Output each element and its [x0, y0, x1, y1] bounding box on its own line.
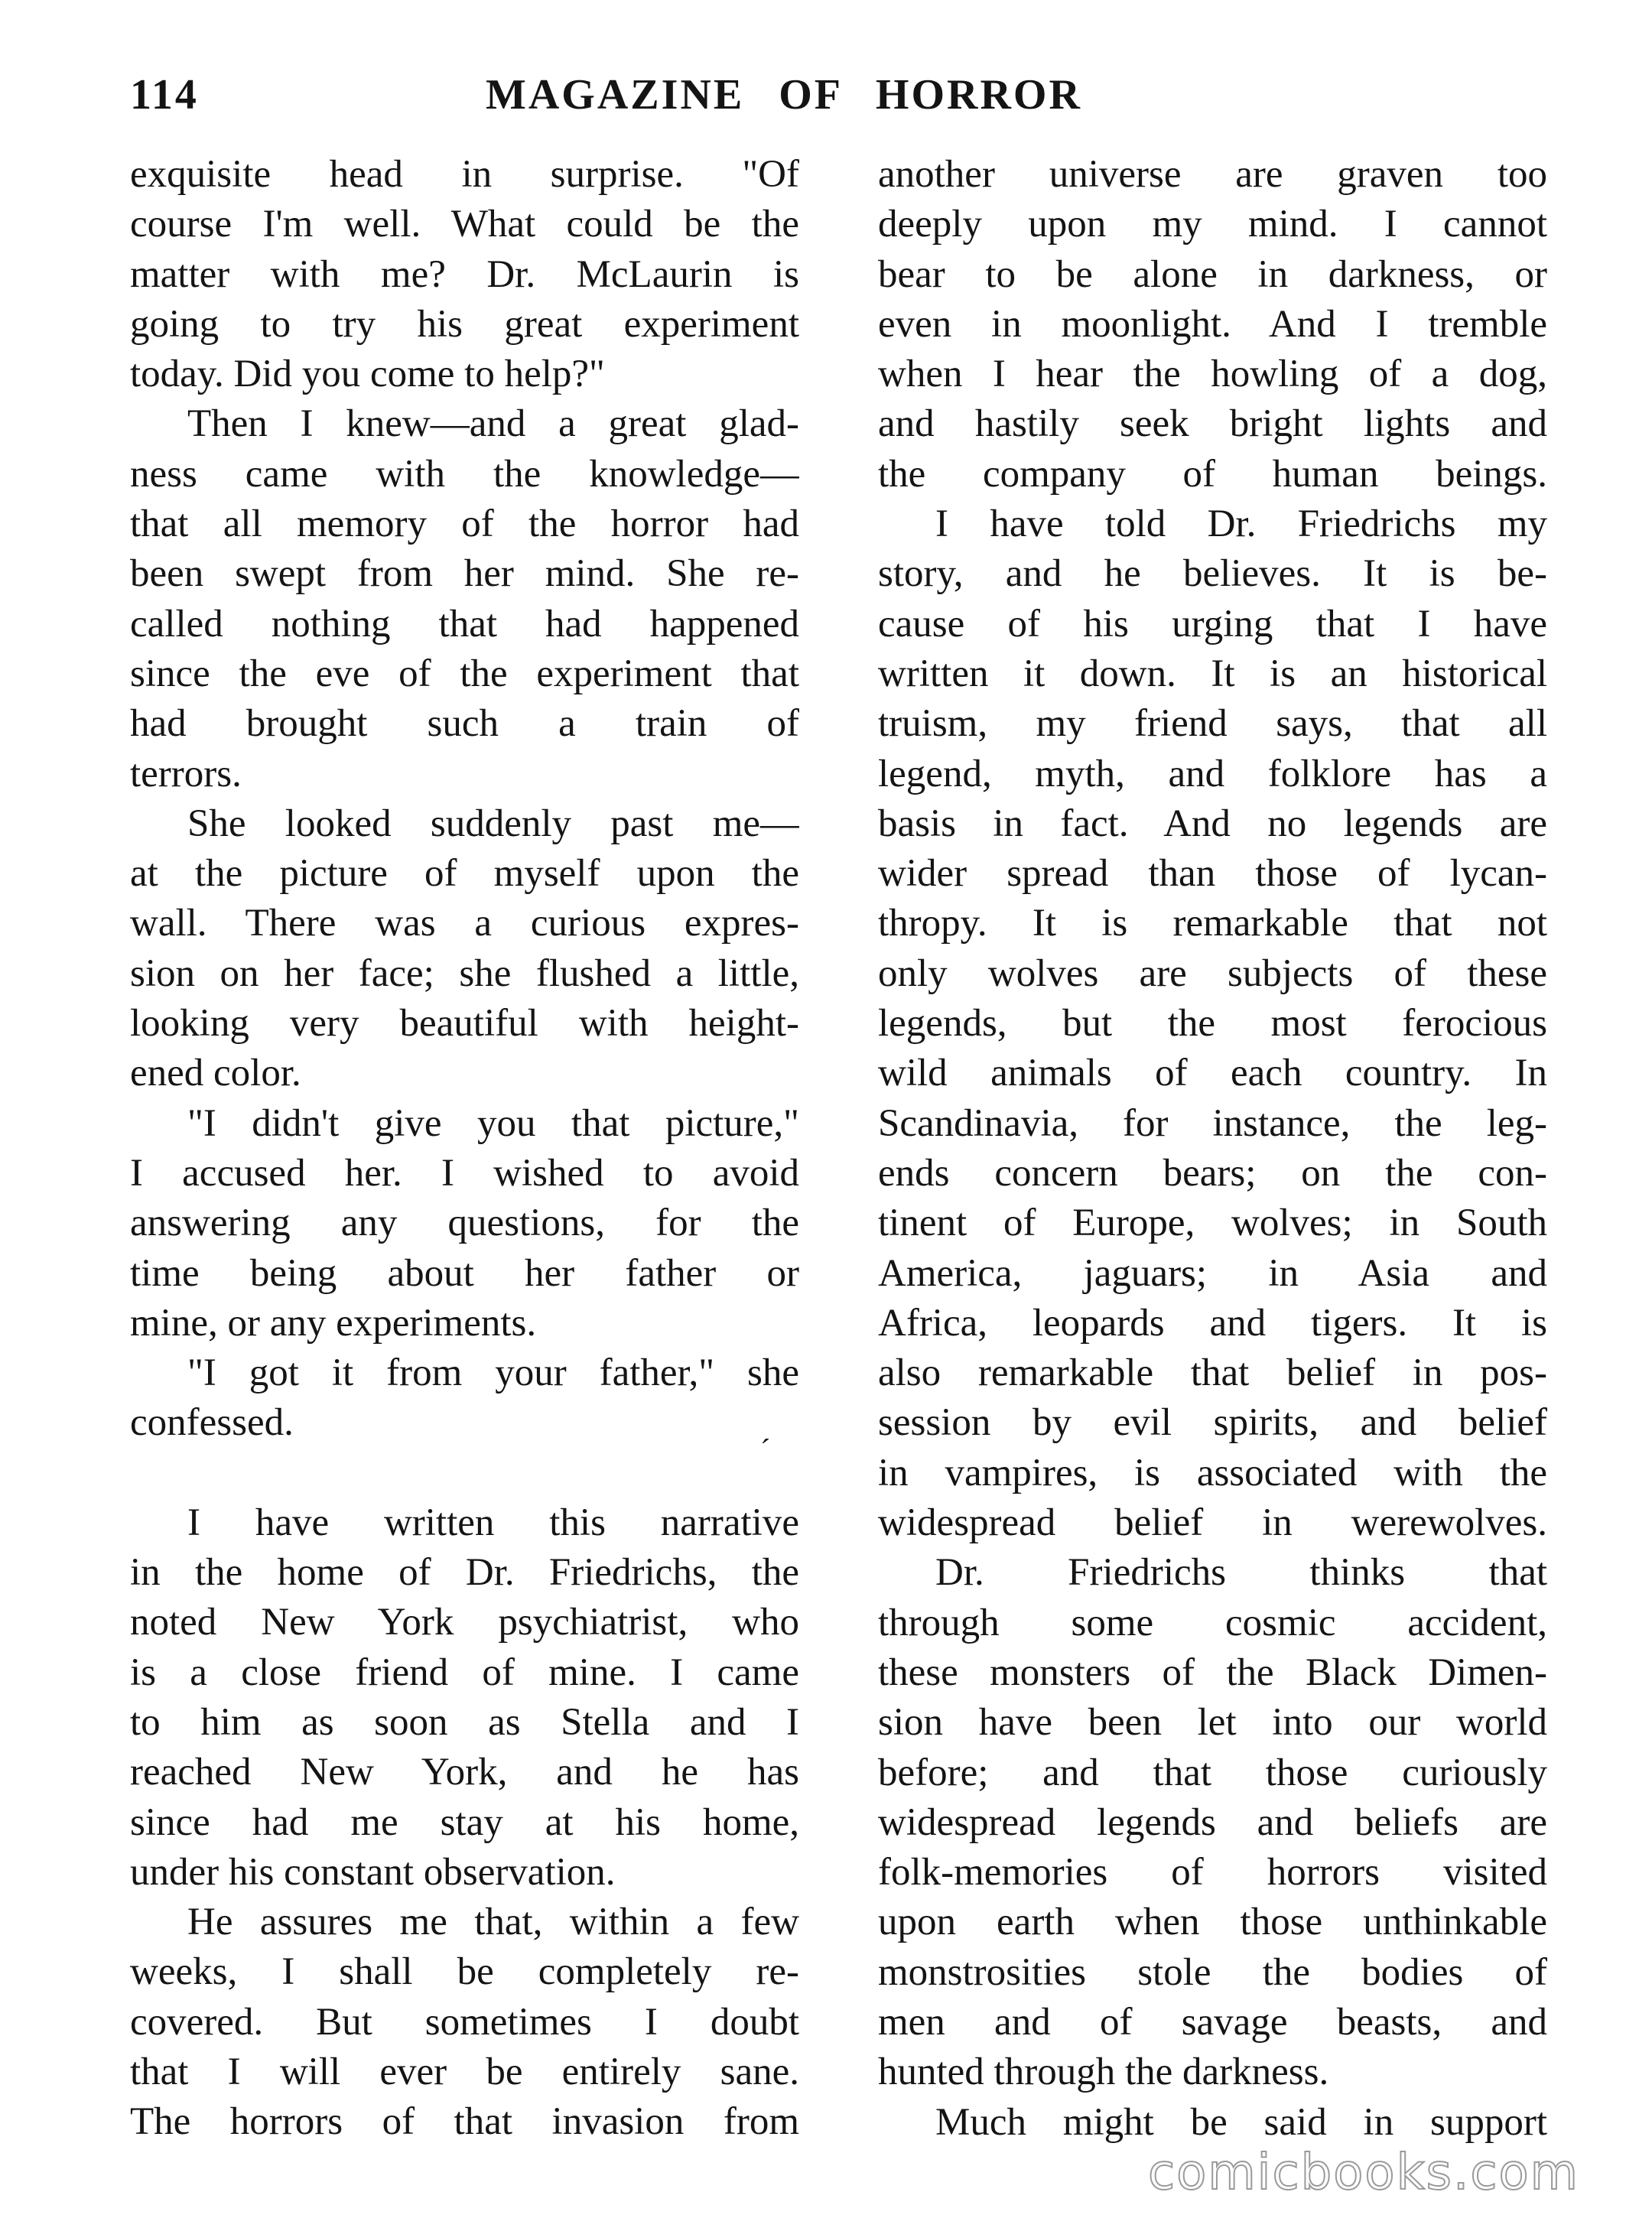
text-line: The horrors of that invasion from	[130, 2100, 799, 2144]
text-line: and hastily seek bright lights and	[878, 402, 1547, 446]
stray-print-mark: ˊ	[760, 1433, 771, 1467]
text-line: tinent of Europe, wolves; in South	[878, 1202, 1547, 1245]
text-line: before; and that those curiously	[878, 1751, 1547, 1794]
text-line: "I didn't give you that picture,"	[187, 1101, 799, 1145]
text-line: is a close friend of mine. I came	[130, 1650, 799, 1694]
text-line: sion on her face; she flushed a little,	[130, 951, 799, 995]
text-line: looking very beautiful with height-	[130, 1002, 799, 1046]
text-line: basis in fact. And no legends are	[878, 802, 1547, 845]
text-line: course I'm well. What could be the	[130, 203, 799, 246]
text-line: since had me stay at his home,	[130, 1800, 799, 1844]
text-line: ened color.	[130, 1052, 301, 1095]
text-line: today. Did you come to help?"	[130, 353, 605, 396]
text-line: called nothing that had happened	[130, 602, 799, 646]
text-line: He assures me that, within a few	[187, 1901, 799, 1944]
text-line: wall. There was a curious expres-	[130, 902, 799, 945]
text-line: upon earth when those unthinkable	[878, 1901, 1547, 1944]
text-line: widespread legends and beliefs are	[878, 1800, 1547, 1844]
text-line: folk-memories of horrors visited	[878, 1851, 1547, 1894]
watermark: comicbooks.com	[1147, 2145, 1579, 2201]
text-line: legend, myth, and folklore has a	[878, 752, 1547, 795]
text-line: ends concern bears; on the con-	[878, 1151, 1547, 1195]
text-line: Scandinavia, for instance, the leg-	[878, 1101, 1547, 1145]
text-line: monstrosities stole the bodies of	[878, 1950, 1547, 1994]
text-line: exquisite head in surprise. "Of	[130, 153, 799, 196]
text-line: since the eve of the experiment that	[130, 652, 799, 695]
text-line: under his constant observation.	[130, 1850, 616, 1894]
text-line: I have told Dr. Friedrichs my	[935, 502, 1547, 546]
text-line: to him as soon as Stella and I	[130, 1700, 799, 1744]
page-header	[130, 70, 1537, 132]
text-line: weeks, I shall be completely re-	[130, 1950, 799, 1994]
text-line: in vampires, is associated with the	[878, 1451, 1547, 1494]
text-line: Dr. Friedrichs thinks that	[935, 1551, 1547, 1595]
text-line: reached New York, and he has	[130, 1751, 799, 1794]
text-line: Much might be said in support	[935, 2100, 1547, 2144]
text-line: thropy. It is remarkable that not	[878, 902, 1547, 945]
text-line: I accused her. I wished to avoid	[130, 1151, 799, 1195]
section-break	[130, 1449, 799, 1498]
text-line: I have written this narrative	[187, 1501, 799, 1544]
text-line: also remarkable that belief in pos-	[878, 1351, 1547, 1395]
text-line: session by evil spirits, and belief	[878, 1401, 1547, 1445]
text-line: widespread belief in werewolves.	[878, 1501, 1547, 1545]
page-number: 114	[130, 71, 199, 119]
text-line: covered. But sometimes I doubt	[130, 2000, 799, 2044]
text-line: even in moonlight. And I tremble	[878, 302, 1547, 346]
text-line: noted New York psychiatrist, who	[130, 1601, 799, 1644]
text-line: these monsters of the Black Dimen-	[878, 1650, 1547, 1694]
text-line: wider spread than those of lycan-	[878, 852, 1547, 896]
text-line: men and of savage beasts, and	[878, 2000, 1547, 2044]
text-line: Then I knew—and a great glad-	[187, 402, 799, 446]
text-line: been swept from her mind. She re-	[130, 552, 799, 596]
text-line: story, and he believes. It is be-	[878, 552, 1547, 596]
text-line: wild animals of each country. In	[878, 1052, 1547, 1095]
text-line: that I will ever be entirely sane.	[130, 2050, 799, 2093]
text-line: sion have been let into our world	[878, 1701, 1547, 1745]
text-line: through some cosmic accident,	[878, 1601, 1547, 1644]
text-line: going to try his great experiment	[130, 302, 799, 346]
text-line: answering any questions, for the	[130, 1202, 799, 1245]
text-line: bear to be alone in darkness, or	[878, 252, 1547, 296]
text-line: legends, but the most ferocious	[878, 1002, 1547, 1046]
text-line: America, jaguars; in Asia and	[878, 1251, 1547, 1295]
text-line: cause of his urging that I have	[878, 602, 1547, 646]
left-text-column	[130, 150, 799, 2148]
text-line: at the picture of myself upon the	[130, 852, 799, 896]
text-line: when I hear the howling of a dog,	[878, 353, 1547, 396]
text-line: Africa, leopards and tigers. It is	[878, 1301, 1547, 1345]
text-line: ness came with the knowledge—	[130, 452, 799, 496]
text-line: that all memory of the horror had	[130, 502, 799, 546]
text-line: "I got it from your father," she	[187, 1351, 799, 1395]
text-line: She looked suddenly past me—	[187, 802, 799, 845]
running-title: MAGAZINE OF HORROR	[486, 71, 1082, 119]
text-line: matter with me? Dr. McLaurin is	[130, 252, 799, 296]
text-line: hunted through the darkness.	[878, 2051, 1329, 2094]
text-line: written it down. It is an historical	[878, 652, 1547, 695]
text-line: the company of human beings.	[878, 452, 1547, 496]
text-line: terrors.	[130, 752, 242, 795]
text-line: only wolves are subjects of these	[878, 951, 1547, 995]
text-line: truism, my friend says, that all	[878, 702, 1547, 746]
right-text-column	[878, 150, 1547, 2148]
text-line: in the home of Dr. Friedrichs, the	[130, 1551, 799, 1595]
text-line: mine, or any experiments.	[130, 1301, 537, 1345]
text-line: time being about her father or	[130, 1251, 799, 1295]
text-line: confessed.	[130, 1401, 294, 1445]
text-line: had brought such a train of	[130, 702, 799, 746]
text-line: another universe are graven too	[878, 153, 1547, 196]
text-line: deeply upon my mind. I cannot	[878, 203, 1547, 246]
